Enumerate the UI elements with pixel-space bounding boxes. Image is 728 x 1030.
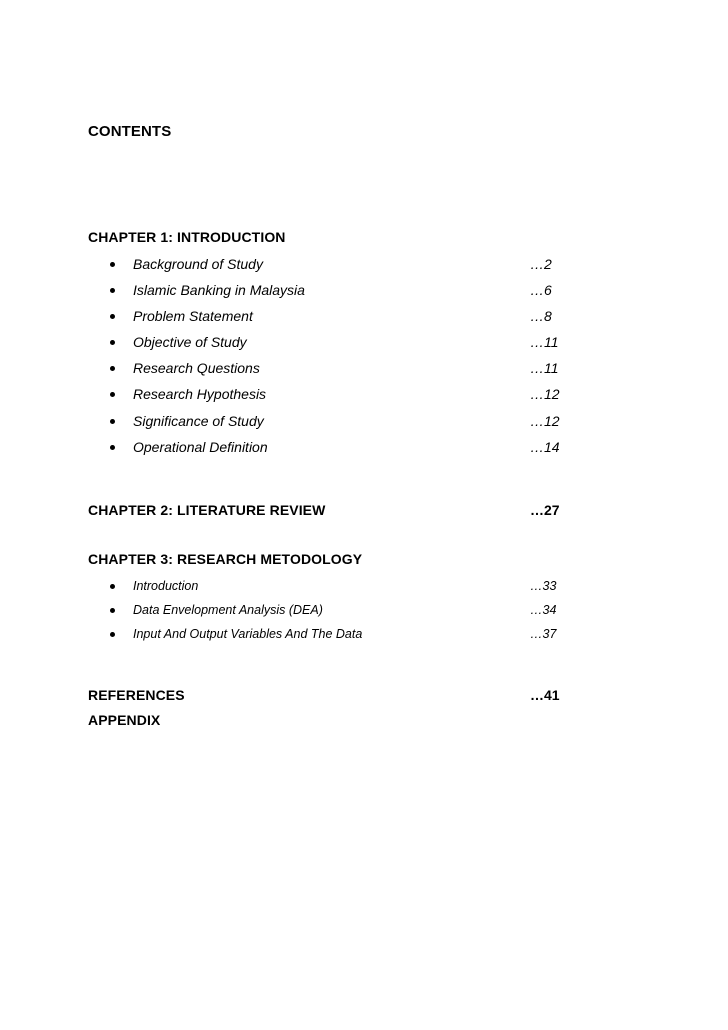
appendix-heading: APPENDIX	[88, 712, 161, 728]
item-label: Introduction	[133, 579, 199, 593]
item-label: Background of Study	[133, 256, 263, 272]
item-page-number: …14	[530, 439, 560, 455]
bullet-icon	[110, 419, 115, 424]
list-item	[0, 384, 728, 404]
contents-title: CONTENTS	[88, 123, 172, 140]
item-page-number: …37	[530, 627, 557, 641]
bullet-icon	[110, 340, 115, 345]
item-label: Research Hypothesis	[133, 386, 267, 402]
list-item	[0, 306, 728, 326]
bullet-icon	[110, 392, 115, 397]
chapter-3-heading: CHAPTER 3: RESEARCH METODOLOGY	[88, 551, 363, 567]
item-label: Islamic Banking in Malaysia	[133, 282, 305, 298]
bullet-icon	[110, 445, 115, 450]
list-item	[0, 358, 728, 378]
item-page-number: …12	[530, 413, 560, 429]
bullet-icon	[110, 632, 115, 637]
list-item	[0, 332, 728, 352]
chapter-1-heading: CHAPTER 1: INTRODUCTION	[88, 229, 286, 245]
bullet-icon	[110, 366, 115, 371]
list-item	[0, 280, 728, 300]
item-label: Operational Definition	[133, 439, 268, 455]
item-label: Problem Statement	[133, 308, 253, 324]
item-page-number: …2	[530, 256, 552, 272]
chapter-2-heading: CHAPTER 2: LITERATURE REVIEW	[88, 502, 326, 518]
item-page-number: …34	[530, 603, 557, 617]
item-page-number: …6	[530, 282, 552, 298]
references-page-number: …41	[530, 687, 560, 703]
list-item	[0, 254, 728, 274]
item-page-number: …8	[530, 308, 552, 324]
item-page-number: …11	[530, 334, 559, 350]
item-page-number: …11	[530, 360, 559, 376]
bullet-icon	[110, 262, 115, 267]
item-label: Input And Output Variables And The Data	[133, 627, 363, 641]
list-item	[0, 624, 728, 644]
list-item	[0, 576, 728, 596]
references-heading: REFERENCES	[88, 687, 185, 703]
bullet-icon	[110, 584, 115, 589]
bullet-icon	[110, 288, 115, 293]
item-label: Research Questions	[133, 360, 260, 376]
list-item	[0, 600, 728, 620]
chapter-2-page-number: …27	[530, 502, 560, 518]
item-page-number: …12	[530, 386, 560, 402]
item-label: Data Envelopment Analysis (DEA)	[133, 603, 323, 617]
bullet-icon	[110, 608, 115, 613]
bullet-icon	[110, 314, 115, 319]
item-label: Objective of Study	[133, 334, 247, 350]
item-page-number: …33	[530, 579, 557, 593]
item-label: Significance of Study	[133, 413, 264, 429]
list-item	[0, 437, 728, 457]
list-item	[0, 411, 728, 431]
